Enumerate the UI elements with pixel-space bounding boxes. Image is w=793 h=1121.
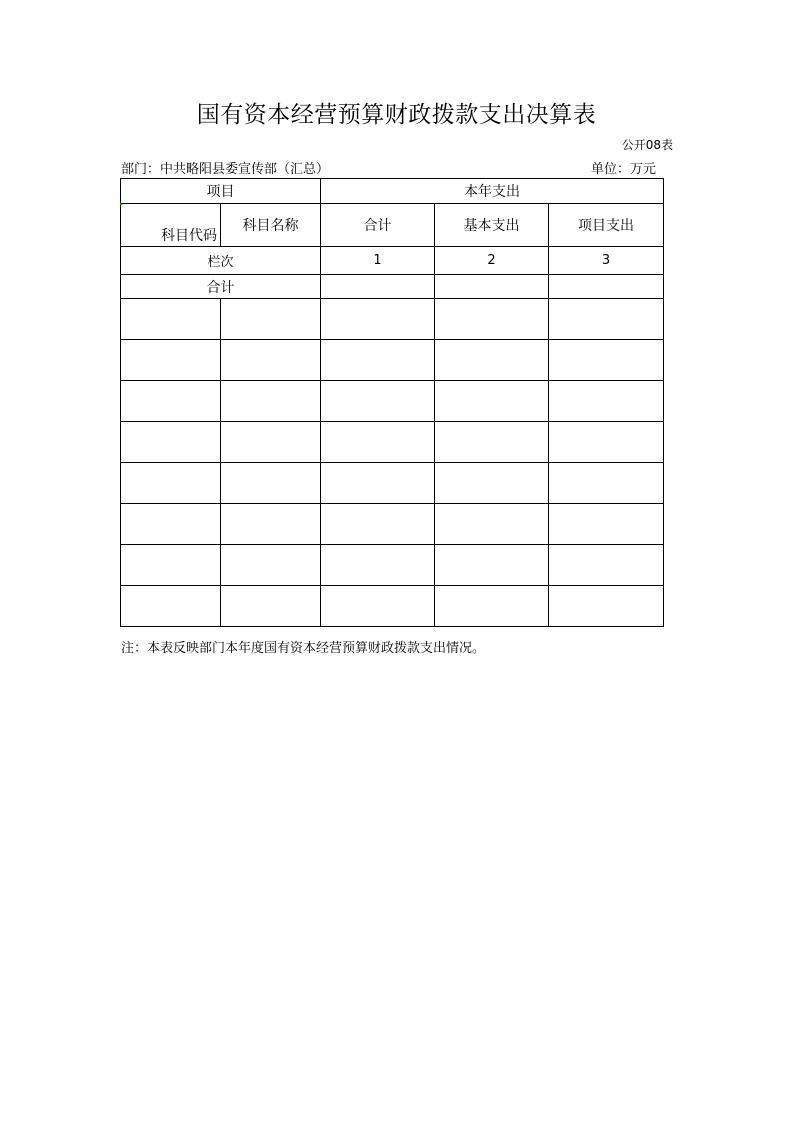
table-cell — [121, 545, 221, 586]
table-cell — [435, 340, 549, 381]
table-row — [121, 299, 664, 340]
table-cell — [321, 463, 435, 504]
table-cell — [549, 463, 664, 504]
header-project-expenditure: 项目支出 — [549, 204, 664, 247]
table-cell — [435, 463, 549, 504]
header-subject-code: 科目代码 — [121, 204, 221, 247]
lanci-row — [121, 247, 664, 275]
table-cell — [321, 422, 435, 463]
header-subject-name: 科目名称 — [221, 204, 321, 247]
table-cell — [121, 422, 221, 463]
total-label: 合计 — [121, 275, 321, 299]
header-total: 合计 — [321, 204, 435, 247]
expenditure-table — [120, 178, 664, 627]
total-cell — [435, 275, 549, 299]
table-cell — [121, 463, 221, 504]
table-cell — [321, 586, 435, 627]
table-cell — [121, 504, 221, 545]
table-cell — [221, 299, 321, 340]
table-cell — [321, 504, 435, 545]
table-cell — [221, 381, 321, 422]
lanci-3: 3 — [549, 247, 664, 275]
table-cell — [549, 504, 664, 545]
header-current-year: 本年支出 — [321, 179, 664, 204]
table-cell — [221, 340, 321, 381]
table-cell — [549, 381, 664, 422]
table-cell — [435, 299, 549, 340]
lanci-2: 2 — [435, 247, 549, 275]
table-cell — [549, 586, 664, 627]
table-row — [121, 586, 664, 627]
table-cell — [121, 340, 221, 381]
table-cell — [435, 504, 549, 545]
table-cell — [549, 545, 664, 586]
table-cell — [321, 299, 435, 340]
table-cell — [221, 545, 321, 586]
table-cell — [121, 299, 221, 340]
table-cell — [549, 299, 664, 340]
table-cell — [435, 545, 549, 586]
table-row — [121, 340, 664, 381]
table-cell — [221, 463, 321, 504]
unit-label: 单位：万元 — [590, 162, 656, 177]
table-cell — [435, 586, 549, 627]
table-cell — [121, 586, 221, 627]
footnote: 注：本表反映部门本年度国有资本经营预算财政拨款支出情况。 — [121, 641, 486, 656]
form-code: 公开08表 — [621, 138, 673, 152]
total-cell — [321, 275, 435, 299]
table-cell — [221, 586, 321, 627]
table-row — [121, 545, 664, 586]
total-row — [121, 275, 664, 299]
table-cell — [321, 545, 435, 586]
table-row — [121, 504, 664, 545]
table-cell — [549, 422, 664, 463]
table-cell — [549, 340, 664, 381]
table-header-row-2 — [121, 204, 664, 247]
table-header-row-1 — [121, 179, 664, 204]
cell-comment-marker — [120, 202, 123, 205]
lanci-label: 栏次 — [121, 247, 321, 275]
table-cell — [221, 422, 321, 463]
department-label: 部门：中共略阳县委宣传部（汇总） — [121, 162, 330, 177]
table-cell — [435, 381, 549, 422]
page-title: 国有资本经营预算财政拨款支出决算表 — [196, 102, 597, 128]
table-row — [121, 422, 664, 463]
table-row — [121, 463, 664, 504]
header-basic-expenditure: 基本支出 — [435, 204, 549, 247]
header-item: 项目 — [121, 179, 321, 204]
lanci-1: 1 — [321, 247, 435, 275]
table-cell — [221, 504, 321, 545]
table-cell — [321, 340, 435, 381]
table-cell — [321, 381, 435, 422]
table-row — [121, 381, 664, 422]
table-cell — [435, 422, 549, 463]
table-cell — [121, 381, 221, 422]
total-cell — [549, 275, 664, 299]
